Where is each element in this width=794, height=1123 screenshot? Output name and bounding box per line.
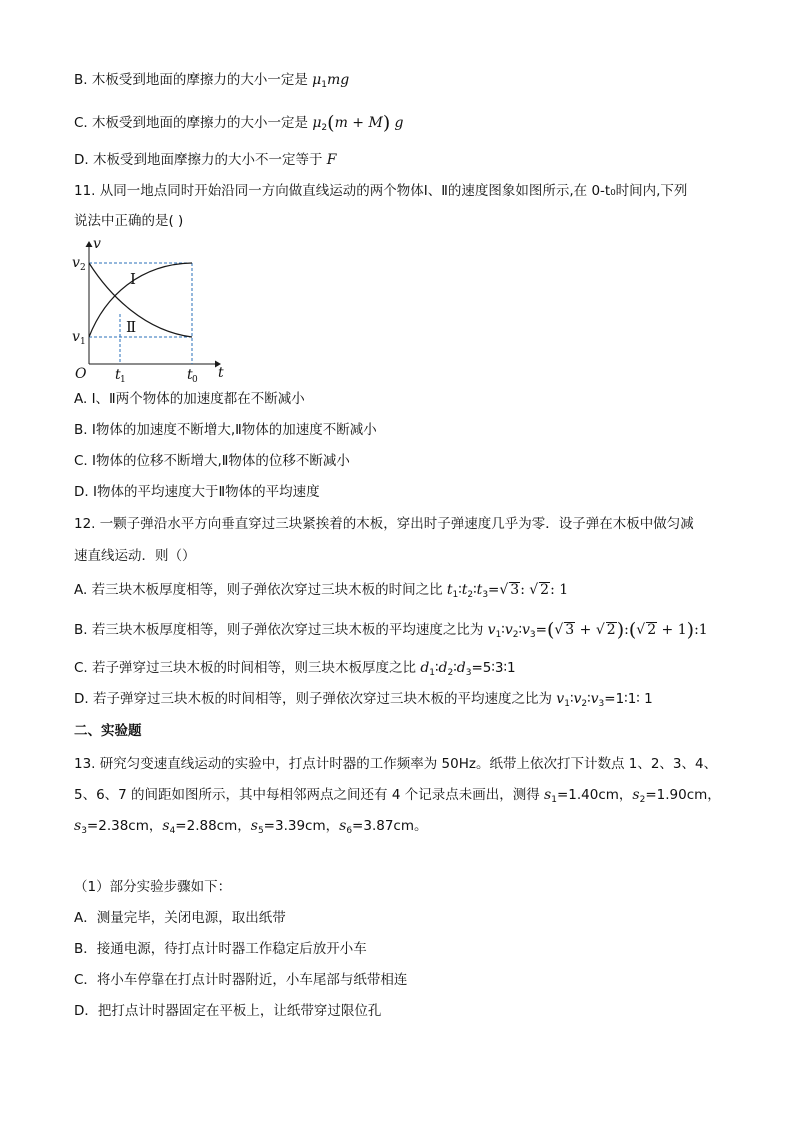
- v2-sub: 2: [80, 263, 86, 273]
- q13-line1: 13. 研究匀变速直线运动的实验中，打点计时器的工作频率为 50Hz。纸带上依次打下计数点 1、2、3、4、: [74, 756, 718, 772]
- t0-sub: 0: [192, 375, 198, 385]
- curve-i-label: Ⅰ: [130, 270, 136, 288]
- v1-label: v: [72, 329, 80, 345]
- q12-option-a: A. 若三块木板厚度相等，则子弹依次穿过三块木板的时间之比 $t_1∶t_2∶t_3=√$ 3: √ 2: 1: [74, 582, 569, 600]
- q12-option-b: B. 若三块木板厚度相等，则子弹依次穿过三块木板的平均速度之比为 $v_1∶v_2∶v_3=(√$ 3 + √ 2):(√ 2 + 1):1: [74, 619, 708, 641]
- q10-option-c: C. 木板受到地面的摩擦力的大小一定是 $\mu_2(m + M)$ g: [74, 112, 404, 134]
- v2-label: v: [72, 255, 80, 271]
- v1-sub: 1: [80, 337, 86, 347]
- q11-option-c: C. Ⅰ物体的位移不断增大,Ⅱ物体的位移不断减小: [74, 453, 350, 469]
- q12-stem-line1: 12. 一颗子弹沿水平方向垂直穿过三块紧挨着的木板，穿出时子弹速度几乎为零．设子弹在木板中做匀减: [74, 516, 694, 532]
- curve-ii-label: Ⅱ: [126, 318, 137, 336]
- q12-option-c: C. 若子弹穿过三块木板的时间相等，则三块木板厚度之比 $d_1∶d_2∶d_3=5∶3∶1$: [74, 660, 516, 678]
- q13-subquestion-title: （1）部分实验步骤如下：: [74, 879, 232, 895]
- q12-stem-line2: 速直线运动．则（）: [74, 548, 196, 564]
- q10-option-d: D. 木板受到地面摩擦力的大小不一定等于 F: [74, 152, 337, 168]
- q13-line2: 5、6、7 的间距如图所示，其中每相邻两点之间还有 4 个记录点未画出，测得 $s_1=1.40cm$，$s_2=1.90cm$，: [74, 787, 721, 805]
- curve-i: [89, 263, 192, 337]
- q10-option-b: B. 木板受到地面的摩擦力的大小一定是 $\mu_1mg$: [74, 72, 350, 90]
- velocity-time-graph: [70, 236, 230, 386]
- axis-t-label: t: [218, 365, 224, 381]
- q13-line3: $s_3=2.38cm$，$s_4=2.88cm$，$s_5=3.39cm$，$s_6=3.87cm$。: [74, 818, 428, 836]
- q11-stem-line1: 11. 从同一地点同时开始沿同一方向做直线运动的两个物体Ⅰ、Ⅱ的速度图象如图所示,在 0-t₀时间内,下列: [74, 183, 688, 199]
- t1-sub: 1: [120, 375, 126, 385]
- q13-step-a: A．测量完毕，关闭电源，取出纸带: [74, 910, 286, 926]
- axis-v-label: v: [93, 236, 101, 252]
- section-title-experiment: 二、实验题: [74, 723, 142, 739]
- q12-option-d: D. 若子弹穿过三块木板的时间相等，则子弹依次穿过三块木板的平均速度之比为 $v_1∶v_2∶v_3=1∶1∶$ 1: [74, 691, 653, 709]
- q13-step-c: C．将小车停靠在打点计时器附近，小车尾部与纸带相连: [74, 972, 408, 988]
- curve-ii: [89, 263, 192, 337]
- q13-step-d: D．把打点计时器固定在平板上，让纸带穿过限位孔: [74, 1003, 382, 1019]
- q13-step-b: B．接通电源，待打点计时器工作稳定后放开小车: [74, 941, 367, 957]
- q11-option-d: D. Ⅰ物体的平均速度大于Ⅱ物体的平均速度: [74, 484, 320, 500]
- t1-label: t: [115, 367, 121, 383]
- q11-option-b: B. Ⅰ物体的加速度不断增大,Ⅱ物体的加速度不断减小: [74, 422, 377, 438]
- origin-label: O: [75, 366, 87, 382]
- q11-stem-line2: 说法中正确的是( ): [74, 213, 184, 229]
- t0-label: t: [187, 367, 193, 383]
- q11-option-a: A. Ⅰ、Ⅱ两个物体的加速度都在不断减小: [74, 391, 305, 407]
